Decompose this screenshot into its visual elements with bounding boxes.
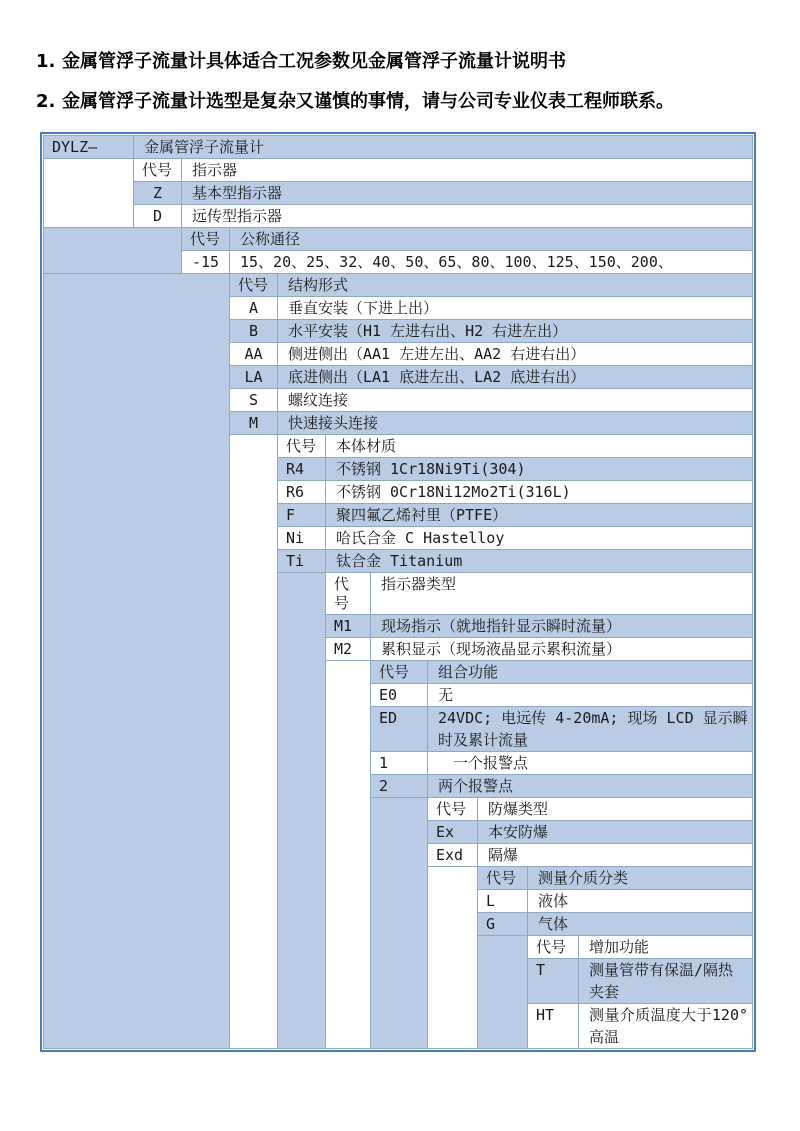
code-cell: S: [230, 389, 278, 412]
code-cell: 代号: [278, 435, 326, 458]
code-cell: 代号: [134, 159, 182, 182]
table-row: [44, 159, 753, 182]
model-code-table: [43, 135, 753, 1049]
code-cell: Exd: [428, 844, 478, 867]
code-cell: DYLZ—: [44, 136, 134, 159]
desc-cell: 螺纹连接: [278, 389, 753, 412]
note-2: [36, 90, 776, 114]
desc-cell: 哈氏合金 C Hastelloy: [326, 527, 753, 550]
desc-cell: 底进侧出（LA1 底进左出、LA2 底进右出）: [278, 366, 753, 389]
desc-cell: 液体: [528, 890, 753, 913]
desc-cell: 远传型指示器: [182, 205, 753, 228]
desc-cell: 本安防爆: [478, 821, 753, 844]
desc-cell: 侧进侧出（AA1 左进左出、AA2 右进右出）: [278, 343, 753, 366]
note-2-text: 金属管浮子流量计选型是复杂又谨慎的事情，请与公司专业仪表工程师联系。: [62, 91, 674, 112]
desc-cell: 指示器类型: [371, 573, 753, 615]
desc-cell: 一个报警点: [428, 752, 753, 775]
desc-cell: 钛合金 Titanium: [326, 550, 753, 573]
code-cell: 1: [371, 752, 428, 775]
spacer-cell: [371, 798, 428, 1049]
spacer-cell: [326, 661, 371, 1049]
code-cell: Ti: [278, 550, 326, 573]
code-label: 代号: [334, 575, 350, 612]
code-cell: L: [478, 890, 528, 913]
code-cell: Z: [134, 182, 182, 205]
code-cell: HT: [528, 1004, 579, 1049]
desc-cell: 防爆类型: [478, 798, 753, 821]
model-code-table-frame: [40, 132, 756, 1052]
desc-cell: 聚四氟乙烯衬里（PTFE）: [326, 504, 753, 527]
desc-cell: 不锈钢 1Cr18Ni9Ti(304): [326, 458, 753, 481]
table-row: [44, 228, 753, 251]
spacer-cell: [428, 867, 478, 1049]
code-cell: Ni: [278, 527, 326, 550]
note-1-text: 金属管浮子流量计具体适合工况参数见金属管浮子流量计说明书: [62, 51, 566, 72]
code-cell: ED: [371, 707, 428, 752]
desc-cell: 指示器: [182, 159, 753, 182]
desc-cell: 测量管带有保温/隔热夹套: [579, 959, 753, 1004]
note-1: [36, 50, 776, 74]
desc-cell: 不锈钢 0Cr18Ni12Mo2Ti(316L): [326, 481, 753, 504]
desc-cell: 金属管浮子流量计: [134, 136, 753, 159]
table-row: [44, 136, 753, 159]
code-cell: 代号: [371, 661, 428, 684]
code-cell: A: [230, 297, 278, 320]
desc-cell: 气体: [528, 913, 753, 936]
note-2-number: 2.: [36, 91, 56, 112]
desc-cell: 公称通径: [230, 228, 753, 251]
code-cell: LA: [230, 366, 278, 389]
table-row: [44, 274, 753, 297]
code-cell: 代号: [478, 867, 528, 890]
desc-cell: 基本型指示器: [182, 182, 753, 205]
code-cell: M: [230, 412, 278, 435]
code-cell: B: [230, 320, 278, 343]
desc-cell: 两个报警点: [428, 775, 753, 798]
desc-cell: 累积显示（现场液晶显示累积流量）: [371, 638, 753, 661]
code-cell: E0: [371, 684, 428, 707]
code-cell: 2: [371, 775, 428, 798]
desc-cell: 结构形式: [278, 274, 753, 297]
code-cell: R6: [278, 481, 326, 504]
spacer-cell: [478, 936, 528, 1049]
spacer-cell: [44, 274, 230, 1049]
code-cell: 代号: [428, 798, 478, 821]
desc-cell: 增加功能: [579, 936, 753, 959]
code-cell: D: [134, 205, 182, 228]
desc-cell: 组合功能: [428, 661, 753, 684]
desc-cell: 24VDC; 电远传 4-20mA; 现场 LCD 显示瞬时及累计流量: [428, 707, 753, 752]
desc-cell: 隔爆: [478, 844, 753, 867]
desc-cell: 测量介质分类: [528, 867, 753, 890]
code-cell: M1: [326, 615, 371, 638]
spacer-cell: [230, 435, 278, 1049]
code-cell: M2: [326, 638, 371, 661]
spacer-cell: [278, 573, 326, 1049]
desc-cell: 15、20、25、32、40、50、65、80、100、125、150、200、: [230, 251, 753, 274]
code-cell: T: [528, 959, 579, 1004]
desc-cell: 水平安装（H1 左进右出、H2 右进左出）: [278, 320, 753, 343]
code-cell: -15: [182, 251, 230, 274]
code-cell: G: [478, 913, 528, 936]
code-cell: 代号: [230, 274, 278, 297]
spacer-cell: [44, 228, 182, 274]
desc-cell: 快速接头连接: [278, 412, 753, 435]
note-1-number: 1.: [36, 51, 56, 72]
code-cell: [326, 573, 371, 615]
code-cell: R4: [278, 458, 326, 481]
code-cell: 代号: [182, 228, 230, 251]
code-cell: Ex: [428, 821, 478, 844]
code-cell: 代号: [528, 936, 579, 959]
spacer-cell: [44, 159, 134, 228]
desc-cell: 垂直安装（下进上出）: [278, 297, 753, 320]
desc-cell: 测量介质温度大于120°高温: [579, 1004, 753, 1049]
table-row: [44, 205, 753, 228]
code-cell: F: [278, 504, 326, 527]
desc-cell: 无: [428, 684, 753, 707]
desc-cell: 本体材质: [326, 435, 753, 458]
desc-cell: 现场指示（就地指针显示瞬时流量）: [371, 615, 753, 638]
table-row: [44, 182, 753, 205]
code-cell: AA: [230, 343, 278, 366]
